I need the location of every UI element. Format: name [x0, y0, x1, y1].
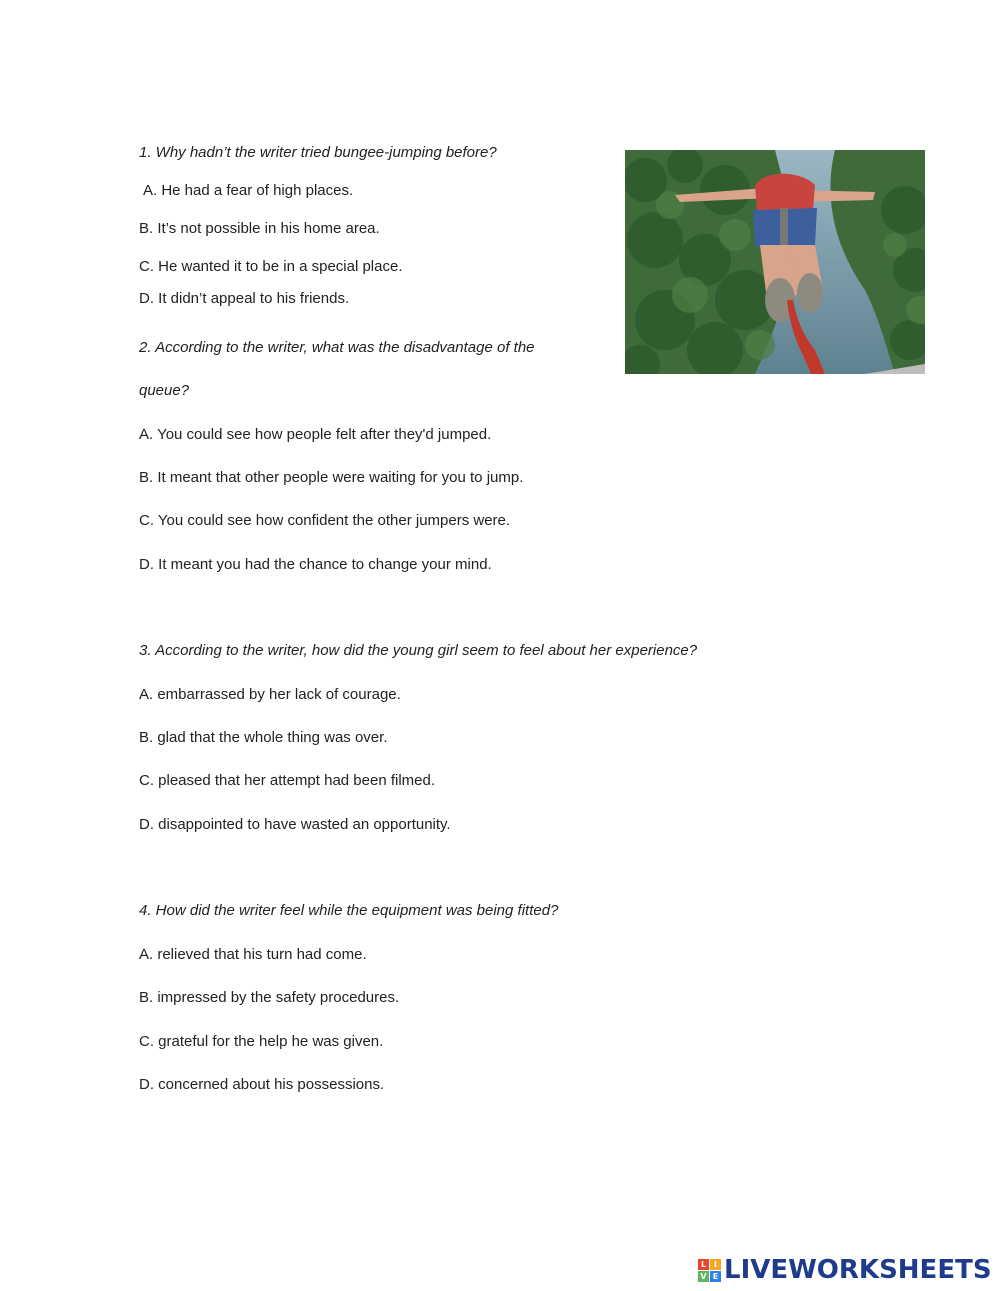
question-2-prompt-line2: queue?: [139, 382, 190, 399]
question-2-prompt-line1: 2. According to the writer, what was the disadvantage of the: [139, 339, 535, 356]
question-4-prompt: 4. How did the writer feel while the equipment was being fitted?: [139, 902, 559, 919]
question-3-option-c: C. pleased that her attempt had been filmed.: [139, 772, 436, 789]
question-1-option-d: D. It didn’t appeal to his friends.: [139, 290, 350, 307]
question-3-option-d: D. disappointed to have wasted an opportunity.: [139, 816, 451, 833]
question-3-option-b: B. glad that the whole thing was over.: [139, 729, 388, 746]
question-4-option-c: C. grateful for the help he was given.: [139, 1033, 384, 1050]
question-1-option-b: B. It’s not possible in his home area.: [139, 220, 380, 237]
question-2-option-a: A. You could see how people felt after they'd jumped.: [139, 426, 492, 443]
logo-mark-e: E: [710, 1271, 721, 1282]
question-2-option-d: D. It meant you had the chance to change your mind.: [139, 556, 492, 573]
liveworksheets-logo: [698, 1255, 992, 1285]
question-3-prompt: 3. According to the writer, how did the young girl seem to feel about her experience?: [139, 642, 698, 659]
question-4-option-b: B. impressed by the safety procedures.: [139, 989, 400, 1006]
question-4-option-a: A. relieved that his turn had come.: [139, 946, 367, 963]
question-2-option-b: B. It meant that other people were waiting for you to jump.: [139, 469, 524, 486]
question-2-option-c: C. You could see how confident the other jumpers were.: [139, 512, 511, 529]
logo-mark-i: I: [710, 1259, 721, 1270]
question-4-option-d: D. concerned about his possessions.: [139, 1076, 385, 1093]
question-3-option-a: A. embarrassed by her lack of courage.: [139, 686, 401, 703]
logo-mark-v: V: [698, 1271, 709, 1282]
question-1-option-a: A. He had a fear of high places.: [143, 182, 354, 199]
liveworksheets-logo-text: LIVEWORKSHEETS: [724, 1255, 992, 1285]
question-1-option-c: C. He wanted it to be in a special place.: [139, 258, 403, 275]
question-1-prompt: 1. Why hadn’t the writer tried bungee-jumping before?: [139, 144, 497, 161]
logo-mark-l: L: [698, 1259, 709, 1270]
liveworksheets-logo-mark: [698, 1259, 721, 1282]
bungee-jump-photo: [625, 150, 925, 374]
